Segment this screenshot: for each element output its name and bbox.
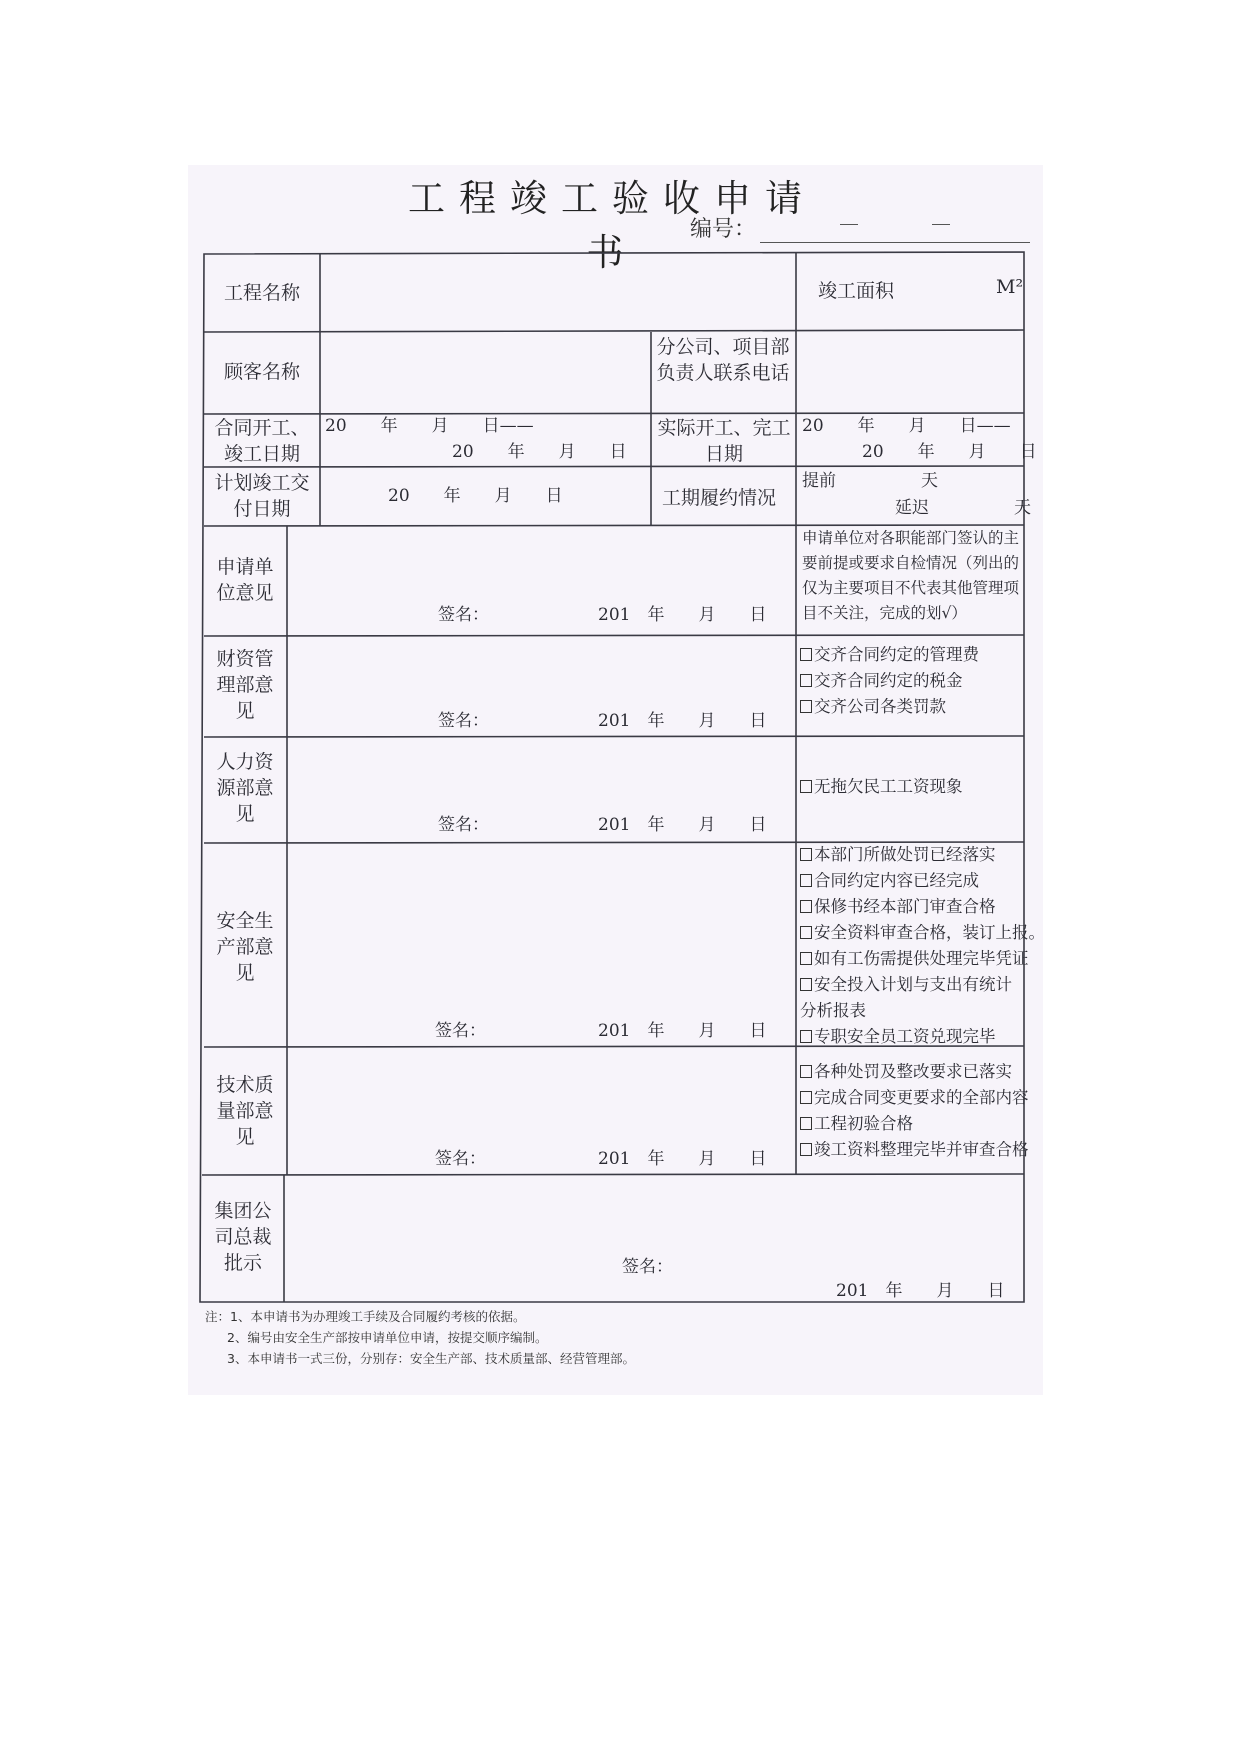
checklist-item[interactable]: 交齐合同约定的税金: [800, 668, 979, 694]
finance-opinion-label: 财资管理部意见: [216, 648, 274, 722]
contract-dates-label: 合同开工、竣工日期: [214, 417, 310, 465]
area-unit: M²: [996, 276, 1024, 298]
safety-opinion-field[interactable]: [288, 845, 794, 1015]
footnote-line: 2、编号由安全生产部按申请单位申请，按提交顺序编制。: [227, 1330, 548, 1345]
project-name-label: 工程名称: [223, 282, 300, 304]
checklist-item[interactable]: 竣工资料整理完毕并审查合格: [800, 1137, 1029, 1163]
applicant-opinion-label: 申请单位意见: [216, 556, 274, 604]
checklist-item[interactable]: 保修书经本部门审查合格: [800, 894, 1024, 920]
checklist-item[interactable]: 工程初验合格: [800, 1111, 1029, 1137]
president-approval-field[interactable]: [286, 1177, 1022, 1257]
footnote-line: 注：1、本申请书为办理竣工手续及合同履约考核的依据。: [205, 1309, 526, 1324]
checklist-item[interactable]: 交齐公司各类罚款: [800, 694, 979, 720]
quality-sign: 签名：: [435, 1149, 486, 1169]
applicant-opinion-field[interactable]: [288, 528, 794, 608]
checklist-item[interactable]: 无拖欠民工工资现象: [800, 774, 963, 800]
performance-label: 工期履约情况: [662, 487, 777, 509]
applicant-sign: 签名：: [438, 605, 489, 625]
checklist-item[interactable]: 如有工伤需提供处理完毕凭证: [800, 946, 1024, 972]
actual-start-date[interactable]: 20 年 月 日——: [802, 416, 1011, 436]
applicant-self-check-note: 申请单位对各职能部门签认的主要前提或要求自检情况（列出的仅为主要项目不代表其他管理项目不关注，完成的划√）: [802, 529, 1020, 622]
contact-field[interactable]: [798, 334, 1022, 412]
hr-opinion-label: 人力资源部意见: [216, 751, 274, 825]
client-name-field[interactable]: [320, 334, 650, 412]
safety-sign: 签名：: [435, 1021, 486, 1041]
safety-date[interactable]: 201 年 月 日: [598, 1021, 767, 1041]
serial-label: 编号：: [690, 217, 757, 242]
checklist-item[interactable]: 安全投入计划与支出有统计分析报表: [800, 975, 1012, 1020]
quality-opinion-label: 技术质量部意见: [216, 1074, 274, 1148]
checklist-item[interactable]: 安全资料审查合格，装订上报。: [800, 920, 1024, 946]
document-title: 工程竣工验收申请书: [408, 177, 816, 274]
hr-sign: 签名：: [438, 815, 489, 835]
checklist-item[interactable]: 完成合同变更要求的全部内容: [800, 1085, 1029, 1111]
checklist-item[interactable]: 合同约定内容已经完成: [800, 868, 1024, 894]
safety-opinion-label: 安全生产部意见: [216, 910, 274, 984]
applicant-date[interactable]: 201 年 月 日: [598, 605, 767, 625]
finance-opinion-field[interactable]: [288, 638, 794, 708]
footnote-line: 3、本申请书一式三份，分别存：安全生产部、技术质量部、经营管理部。: [227, 1351, 635, 1366]
planned-delivery-date[interactable]: 20 年 月 日: [388, 486, 563, 506]
president-approval-label: 集团公司总裁批示: [214, 1200, 272, 1274]
checklist-item[interactable]: 本部门所做处罚已经落实: [800, 842, 1024, 868]
area-label: 竣工面积: [818, 280, 895, 302]
project-name-field[interactable]: [320, 256, 796, 330]
contact-label: 分公司、项目部负责人联系电话: [656, 336, 790, 384]
checklist-item[interactable]: 各种处罚及整改要求已落实: [800, 1059, 1029, 1085]
hr-opinion-field[interactable]: [288, 739, 794, 809]
ahead-days[interactable]: 提前 天: [802, 471, 938, 491]
checklist-item[interactable]: 专职安全员工资兑现完毕: [800, 1024, 1024, 1050]
client-name-label: 顾客名称: [223, 361, 300, 383]
actual-end-date[interactable]: 20 年 月 日: [862, 442, 1037, 462]
checklist-item[interactable]: 交齐合同约定的管理费: [800, 642, 979, 668]
quality-opinion-field[interactable]: [288, 1049, 794, 1139]
contract-start-date[interactable]: 20 年 月 日——: [325, 416, 534, 436]
quality-date[interactable]: 201 年 月 日: [598, 1149, 767, 1169]
planned-delivery-label: 计划竣工交付日期: [214, 472, 310, 520]
actual-dates-label: 实际开工、完工日期: [657, 417, 791, 465]
finance-date[interactable]: 201 年 月 日: [598, 711, 767, 731]
finance-sign: 签名：: [438, 711, 489, 731]
delay-days[interactable]: 延迟 天: [895, 498, 1031, 518]
contract-end-date[interactable]: 20 年 月 日: [452, 442, 627, 462]
president-sign: 签名：: [622, 1257, 673, 1277]
footnotes: [205, 1306, 635, 1369]
president-date[interactable]: 201 年 月 日: [836, 1281, 1005, 1301]
hr-date[interactable]: 201 年 月 日: [598, 815, 767, 835]
